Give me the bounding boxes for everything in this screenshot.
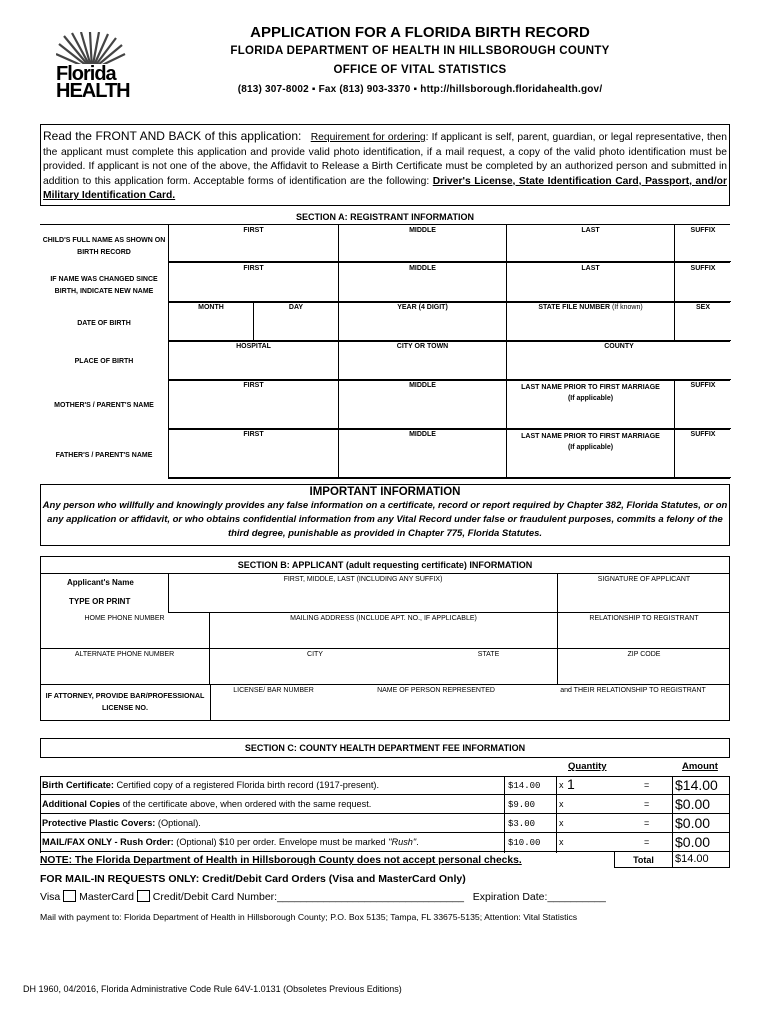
fee-times: x [559,837,564,847]
dob-row [168,302,730,342]
col-suffix: SUFFIX [690,382,716,389]
zip-hdr: ZIP CODE [627,651,661,658]
dob-year-field[interactable] [339,302,507,341]
florida-health-logo [56,32,130,102]
col-sex: SEX [695,304,710,311]
col-first: FIRST [243,431,264,438]
dob-day-field[interactable] [254,302,339,341]
col-middle: MIDDLE [409,227,436,234]
license-field[interactable] [210,684,336,721]
father-suffix-field[interactable] [675,429,731,478]
father-first-field[interactable] [169,429,339,478]
total-amount: $14.00 [672,852,730,868]
father-row [168,429,730,479]
if-known-note: (If known) [611,304,643,311]
col-suffix: SUFFIX [690,431,716,438]
col-hospital: HOSPITAL [236,343,271,350]
no-checks-note: NOTE: The Florida Department of Health in Hillsborough County does not accept personal checks. [40,855,522,866]
mastercard-label: MasterCard [79,891,134,903]
col-middle: MIDDLE [409,431,436,438]
hospital-field[interactable] [169,341,339,380]
child-name-label: CHILD'S FULL NAME AS SHOWN ON BIRTH RECORD [42,237,166,256]
pob-label: PLACE OF BIRTH [74,358,134,365]
fee-row-birth-certificate [40,776,730,795]
instructions-box [40,124,730,206]
col-middle: MIDDLE [409,265,436,272]
dob-month-field[interactable] [169,302,254,341]
col-middle: MIDDLE [409,382,436,389]
state-field[interactable] [420,648,558,685]
fee-row-plastic-covers [40,814,730,833]
state-hdr: STATE [477,651,500,658]
important-text: Any person who willfully and knowingly provides any false information on a certificate, record or report required by Chapter 382, Florida Statutes, or on any application or affidavit, or who obtains confidential information from any Vital Record under false or fraudulent purposes, commits a felony of the third degree, punishable as provided in Chapter 775, Florida Statutes. [42,500,728,539]
child-middle-field[interactable] [339,225,507,262]
fee-price: $14.00 [508,781,541,791]
fee-row-rush-order [40,833,730,852]
father-last-prior-field[interactable] [507,429,675,478]
zip-field[interactable] [558,648,730,685]
city-field[interactable] [210,648,420,685]
important-title: IMPORTANT INFORMATION [309,486,461,498]
license-hdr: LICENSE/ BAR NUMBER [233,687,314,694]
child-suffix-field[interactable] [675,225,731,262]
quantity-header: Quantity [568,761,607,772]
child-name-row [168,225,730,263]
visa-label: Visa [40,891,61,903]
mastercard-checkbox[interactable] [137,890,150,902]
fee-price: $10.00 [508,838,541,848]
relationship-field[interactable] [558,612,730,649]
fee-equals: = [644,780,650,790]
home-phone-field[interactable] [40,612,210,649]
mother-suffix-field[interactable] [675,380,731,429]
applicant-name-field[interactable] [168,573,558,613]
mailing-hdr: MAILING ADDRESS (INCLUDE APT. NO., IF APPLICABLE) [290,615,477,622]
form-title: APPLICATION FOR A FLORIDA BIRTH RECORD [250,24,590,41]
requirement-label: Requirement for ordering [310,132,426,143]
col-first: FIRST [243,265,264,272]
important-information-box [40,484,730,546]
sex-field[interactable] [675,302,731,341]
relationship-hdr: RELATIONSHIP TO REGISTRANT [589,615,699,622]
applicant-name-label-group [40,575,168,613]
mail-in-heading: FOR MAIL-IN REQUESTS ONLY: Credit/Debit Card Orders (Visa and MasterCard Only) [40,873,466,885]
quantity-input[interactable] [567,833,607,851]
fee-equals: = [644,799,650,809]
expiration-field[interactable]: Expiration Date:__________ [472,891,606,903]
quantity-input[interactable]: 1 [567,776,575,792]
represented-hdr: NAME OF PERSON REPRESENTED [377,687,495,694]
acceptable-id-forms: Driver's License, State Identification Card, Passport, and/or Military Identification Card. [43,175,727,202]
city-town-field[interactable] [339,341,507,380]
fee-row-additional-copies [40,795,730,814]
mother-row [168,380,730,430]
pob-row [168,341,730,381]
changed-last-field[interactable] [507,263,675,302]
fee-times: x [559,818,564,828]
quantity-input[interactable] [567,814,607,832]
col-last: LAST [581,265,600,272]
quantity-input[interactable] [567,795,607,813]
col-day: DAY [288,304,304,311]
section-a-title: SECTION A: REGISTRANT INFORMATION [296,212,474,222]
fee-desc: Additional Copies of the certificate above, when ordered with the same request. [42,799,372,809]
fee-amount: $0.00 [675,834,711,850]
fee-amount: $0.00 [675,815,711,831]
mother-first-field[interactable] [169,380,339,429]
card-number-field[interactable]: Credit/Debit Card Number:________________________________ [152,891,464,903]
form-footer: DH 1960, 04/2016, Florida Administrative Code Rule 64V-1.0131 (Obsoletes Previous Editions) [23,984,402,994]
if-applicable-note: (If applicable) [567,395,614,402]
father-middle-field[interactable] [339,429,507,478]
department-name: FLORIDA DEPARTMENT OF HEALTH IN HILLSBOROUGH COUNTY [230,45,610,57]
alt-phone-hdr: ALTERNATE PHONE NUMBER [74,651,175,658]
changed-name-row [168,263,730,303]
card-payment-row [40,890,606,903]
mother-label: MOTHER'S / PARENT'S NAME [54,402,154,409]
fee-amount: $0.00 [675,796,711,812]
state-file-number-field[interactable] [507,302,675,341]
type-or-print-label: TYPE OR PRINT [69,597,131,606]
applicant-name-label: Applicant's Name [67,578,134,587]
father-label: FATHER'S / PARENT'S NAME [55,452,153,459]
mother-middle-field[interactable] [339,380,507,429]
county-field[interactable] [507,341,731,380]
col-first: FIRST [243,227,264,234]
applicant-name-hdr: FIRST, MIDDLE, LAST (INCLUDING ANY SUFFIX) [283,576,443,583]
changed-first-field[interactable] [169,263,339,302]
col-state-file: STATE FILE NUMBER [538,304,610,311]
represented-field[interactable] [336,684,536,721]
signature-field[interactable] [558,573,730,613]
logo-word-health: HEALTH [56,80,130,102]
section-c-title: SECTION C: COUNTY HEALTH DEPARTMENT FEE INFORMATION [244,743,526,753]
fee-price: $9.00 [508,800,536,810]
office-name: OFFICE OF VITAL STATISTICS [333,64,507,76]
child-last-field[interactable] [507,225,675,262]
if-applicable-note: (If applicable) [567,444,614,451]
changed-suffix-field[interactable] [675,263,731,302]
logo-word-florida: Florida [56,63,116,85]
mother-last-prior-field[interactable] [507,380,675,429]
child-first-field[interactable] [169,225,339,262]
fee-desc: Protective Plastic Covers: (Optional). [42,818,201,828]
amount-header: Amount [682,761,718,772]
section-b-title: SECTION B: APPLICANT (adult requesting certificate) INFORMATION [237,560,533,570]
mail-payment-address: Mail with payment to: Florida Department of Health in Hillsborough County; P.O. Box 5135; Tampa, FL 33675-5135; Attention: Vital Statistics [40,912,578,922]
col-last-prior: LAST NAME PRIOR TO FIRST MARRIAGE [521,384,660,391]
mailing-address-field[interactable] [210,612,558,649]
fee-price: $3.00 [508,819,536,829]
their-rel-hdr: and THEIR RELATIONSHIP TO REGISTRANT [560,687,706,694]
col-year: YEAR (4 DIGIT) [397,304,448,311]
changed-middle-field[interactable] [339,263,507,302]
city-hdr: CITY [307,651,323,658]
col-suffix: SUFFIX [690,227,716,234]
their-relationship-field[interactable] [536,684,730,721]
fee-equals: = [644,818,650,828]
col-first: FIRST [243,382,264,389]
contact-line: (813) 307-8002 ▪ Fax (813) 903-3370 ▪ http://hillsborough.floridahealth.gov/ [237,84,603,95]
home-phone-hdr: HOME PHONE NUMBER [84,615,165,622]
col-suffix: SUFFIX [690,265,716,272]
instructions-body: : If applicant is self, parent, guardian, or legal representative, then the applicant must complete this application and provide valid photo identification, if a mail request, a copy of the valid photo identification must be provided. If applicant is not one of the above, the Affidavit to Release a Birth Certificate must be completed by an authorized person and submitted in addition to this application form. Acceptable forms of identification are the following: [43,132,727,187]
col-last-prior: LAST NAME PRIOR TO FIRST MARRIAGE [521,433,660,440]
fee-desc: MAIL/FAX ONLY - Rush Order: (Optional) $10 per order. Envelope must be marked "Rush". [42,837,419,847]
fee-equals: = [644,837,650,847]
col-county: COUNTY [604,343,634,350]
dob-label: DATE OF BIRTH [77,320,131,327]
instructions-lead: Read the FRONT AND BACK of this application: [43,129,302,143]
col-last: LAST [581,227,600,234]
fee-times: x [559,799,564,809]
fee-amount: $14.00 [675,777,718,793]
fee-desc: Birth Certificate: Certified copy of a registered Florida birth record (1917-present). [42,780,380,790]
changed-name-label: IF NAME WAS CHANGED SINCE BIRTH, INDICATE NEW NAME [50,276,158,295]
visa-checkbox[interactable] [63,890,76,902]
alt-phone-field[interactable] [40,648,210,685]
signature-hdr: SIGNATURE OF APPLICANT [597,576,691,583]
total-label: Total [614,852,672,868]
col-city-town: CITY OR TOWN [396,343,449,350]
col-month: MONTH [198,304,224,311]
fee-times: x [559,780,564,790]
attorney-label: IF ATTORNEY, PROVIDE BAR/PROFESSIONAL LICENSE NO. [45,691,205,712]
